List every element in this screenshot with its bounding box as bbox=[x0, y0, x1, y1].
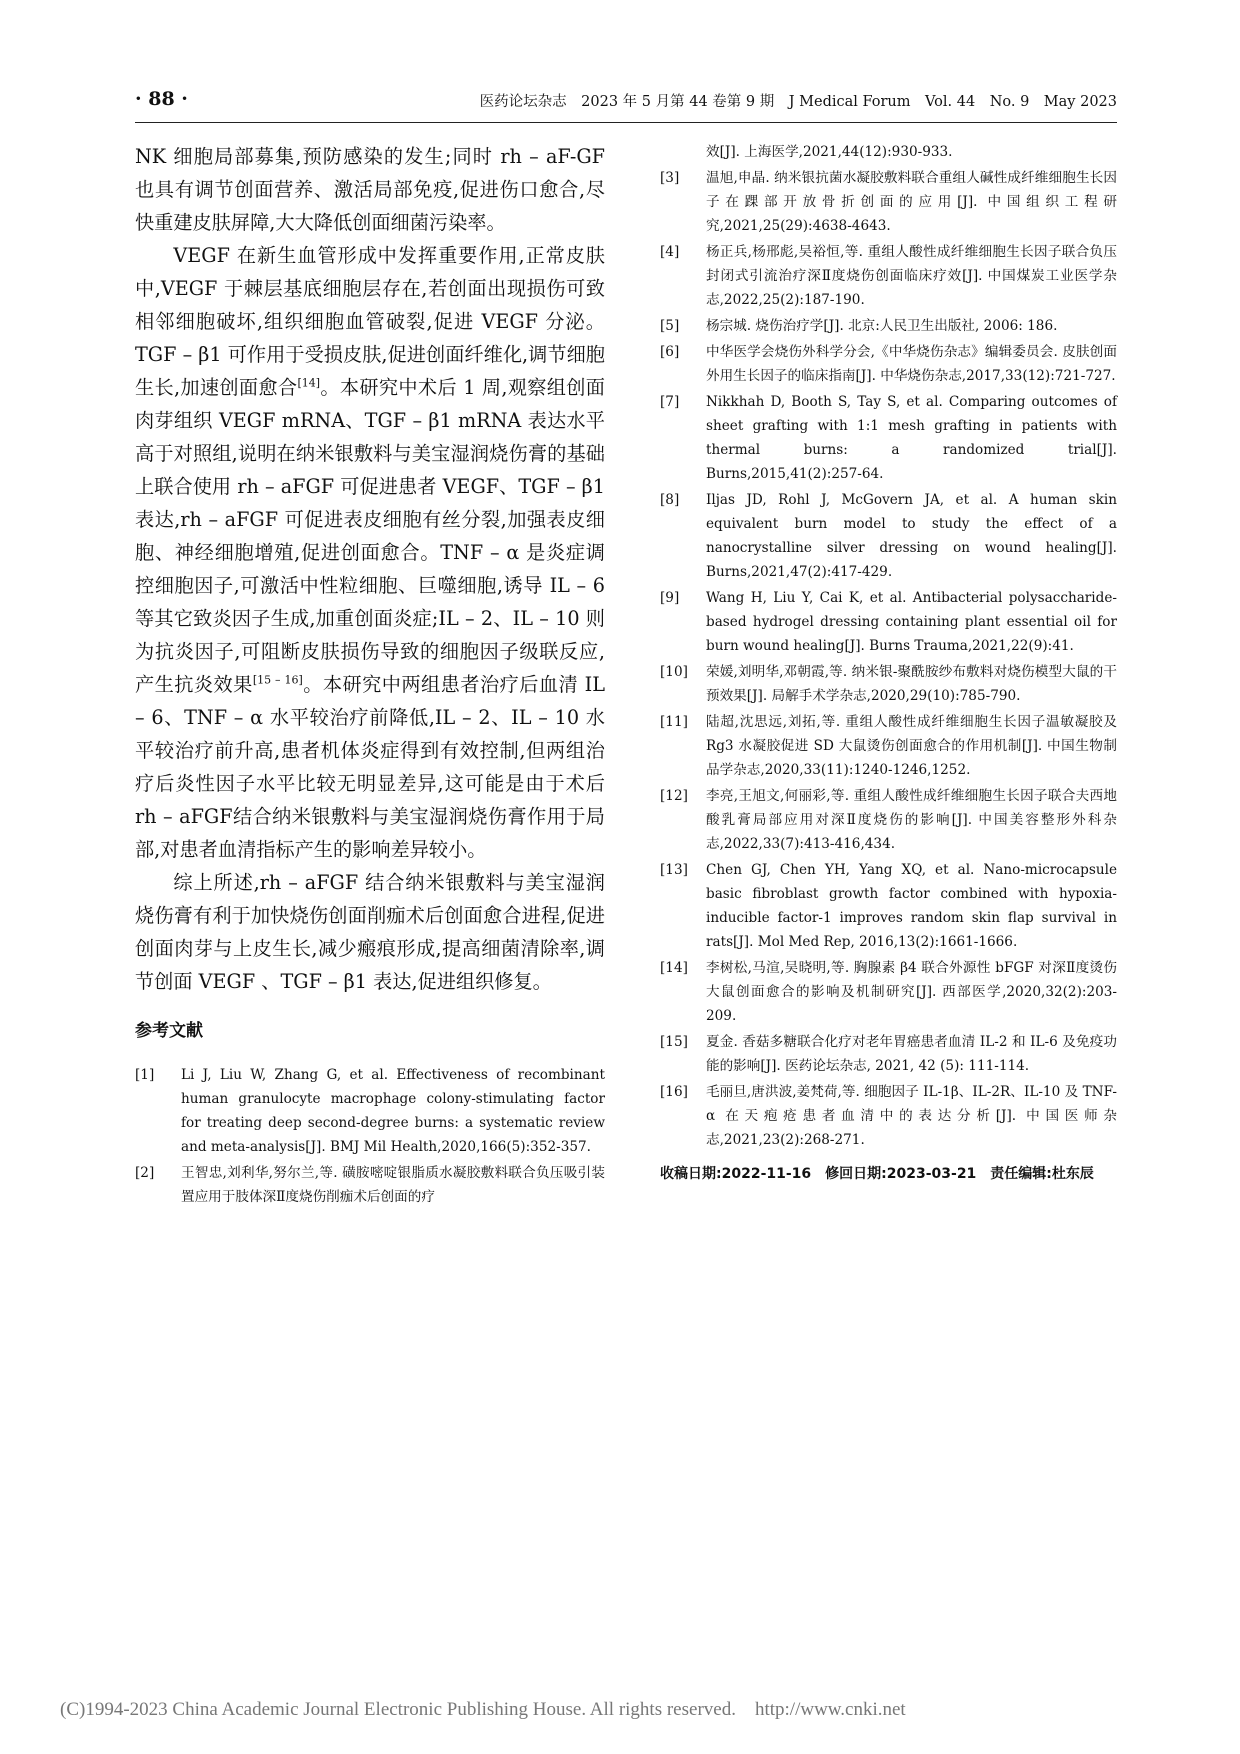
reference-item bbox=[660, 314, 1117, 338]
reference-text: 杨宗城. 烧伤治疗学[J]. 北京:人民卫生出版社, 2006: 186. bbox=[706, 318, 1058, 334]
reference-item bbox=[660, 390, 1117, 486]
citation-15-16[interactable]: [15 – 16] bbox=[252, 673, 303, 687]
page-header bbox=[135, 86, 1117, 116]
reference-number: [15] bbox=[660, 1034, 688, 1050]
header-rule bbox=[135, 122, 1117, 123]
reference-item bbox=[660, 660, 1117, 708]
body-text-span: 。本研究中术后 1 周,观察组创面肉芽组织 VEGF mRNA、TGF – β1 mRNA 表达水平高于对照组,说明在纳米银敷料与美宝湿润烧伤膏的基础上联合使用 rh – aFGF 可促进患者 VEGF、TGF – β1 表达,rh – aFGF 可促进表皮细胞有丝分裂,加强表皮细胞、神经细胞增殖,促进创面愈合。TNF – α 是炎症调控细胞因子,可激活中性粒细胞、巨噬细胞,诱导 IL – 6 等其它致炎因子生成,加重创面炎症;IL – 2、IL – 10 则为抗炎因子,可阻断皮肤损伤导致的细胞因子级联反应,产生抗炎效果 bbox=[135, 376, 605, 696]
journal-info: 医药论坛杂志 2023 年 5 月第 44 卷第 9 期 J Medical Forum Vol. 44 No. 9 May 2023 bbox=[479, 94, 1117, 110]
reference-number: [7] bbox=[660, 394, 680, 410]
reference-item bbox=[660, 488, 1117, 584]
reference-text: 李树松,马渲,吴晓明,等. 胸腺素 β4 联合外源性 bFGF 对深Ⅱ度烫伤大鼠创面愈合的影响及机制研究[J]. 西部医学,2020,32(2):203-209. bbox=[706, 960, 1117, 1024]
reference-number: [2] bbox=[135, 1165, 155, 1181]
reference-number: [14] bbox=[660, 960, 688, 976]
reference-number: [3] bbox=[660, 170, 680, 186]
page-number: · 88 · bbox=[135, 88, 188, 110]
left-column bbox=[135, 140, 605, 1211]
reference-number: [9] bbox=[660, 590, 680, 606]
body-paragraph-3: 综上所述,rh – aFGF 结合纳米银敷料与美宝湿润烧伤膏有利于加快烧伤创面削痂术后创面愈合进程,促进创面肉芽与上皮生长,减少瘢痕形成,提高细菌清除率,调节创面 VEGF 、TGF – β1 表达,促进组织修复。 bbox=[135, 871, 605, 993]
reference-text: 毛丽旦,唐洪波,姜梵荷,等. 细胞因子 IL-1β、IL-2R、IL-10 及 TNF-α 在天疱疮患者血清中的表达分析[J]. 中国医师杂志,2021,23(2):268-271. bbox=[706, 1084, 1117, 1148]
reference-item bbox=[660, 1080, 1117, 1152]
reference-continuation: 效[J]. 上海医学,2021,44(12):930-933. bbox=[706, 144, 953, 160]
reference-item bbox=[660, 1030, 1117, 1078]
reference-item bbox=[135, 1161, 605, 1209]
body-text-span: 。本研究中两组患者治疗后血清 IL – 6、TNF – α 水平较治疗前降低,IL – 2、IL – 10 水平较治疗前升高,患者机体炎症得到有效控制,但两组治疗后炎性因子水平比较无明显差异,这可能是由于术后 rh – aFGF结合纳米银敷料与美宝湿润烧伤膏作用于局部,对患者血清指标产生的影响差异较小。 bbox=[135, 673, 605, 861]
reference-number: [10] bbox=[660, 664, 688, 680]
reference-text: Iljas JD, Rohl J, McGovern JA, et al. A human skin equivalent burn model to study the effect of a nanocrystalline silver dressing on wound healing[J]. Burns,2021,47(2):417-429. bbox=[706, 492, 1117, 580]
reference-text: Nikkhah D, Booth S, Tay S, et al. Comparing outcomes of sheet grafting with 1:1 mesh grafting in patients with thermal burns: a randomized trial[J]. Burns,2015,41(2):257-64. bbox=[706, 394, 1117, 482]
reference-text: 王智忠,刘利华,努尔兰,等. 磺胺嘧啶银脂质水凝胶敷料联合负压吸引装置应用于肢体深Ⅱ度烧伤削痂术后创面的疗 bbox=[181, 1165, 605, 1205]
reference-item bbox=[660, 858, 1117, 954]
reference-number: [8] bbox=[660, 492, 680, 508]
reference-text: 杨正兵,杨邢彪,吴裕恒,等. 重组人酸性成纤维细胞生长因子联合负压封闭式引流治疗深Ⅱ度烧伤创面临床疗效[J]. 中国煤炭工业医学杂志,2022,25(2):187-190. bbox=[706, 244, 1117, 308]
references-heading: 参考文献 bbox=[135, 1021, 203, 1041]
reference-item bbox=[660, 586, 1117, 658]
reference-item bbox=[660, 784, 1117, 856]
reference-number: [4] bbox=[660, 244, 680, 260]
reference-text: 李亮,王旭文,何丽彩,等. 重组人酸性成纤维细胞生长因子联合夫西地酸乳膏局部应用对深Ⅱ度烧伤的影响[J]. 中国美容整形外科杂志,2022,33(7):413-416,434. bbox=[706, 788, 1117, 852]
reference-item bbox=[660, 240, 1117, 312]
reference-item bbox=[660, 956, 1117, 1028]
reference-text: 夏金. 香菇多糖联合化疗对老年胃癌患者血清 IL-2 和 IL-6 及免疫功能的影响[J]. 医药论坛杂志, 2021, 42 (5): 111-114. bbox=[706, 1034, 1117, 1074]
reference-text: Wang H, Liu Y, Cai K, et al. Antibacterial polysaccharide-based hydrogel dressing containing plant essential oil for burn wound healing[J]. Burns Trauma,2021,22(9):41. bbox=[706, 590, 1117, 654]
reference-item bbox=[660, 166, 1117, 238]
copyright-notice: (C)1994-2023 China Academic Journal Electronic Publishing House. All rights reserved. http://www.cnki.net bbox=[60, 1699, 906, 1720]
reference-item bbox=[660, 710, 1117, 782]
reference-number: [12] bbox=[660, 788, 688, 804]
reference-item bbox=[135, 1063, 605, 1159]
reference-text: 中华医学会烧伤外科学分会,《中华烧伤杂志》编辑委员会. 皮肤创面外用生长因子的临床指南[J]. 中华烧伤杂志,2017,33(12):721-727. bbox=[706, 344, 1117, 384]
reference-text: 陆超,沈思远,刘拓,等. 重组人酸性成纤维细胞生长因子温敏凝胶及 Rg3 水凝胶促进 SD 大鼠烫伤创面愈合的作用机制[J]. 中国生物制品学杂志,2020,33(11):1240-1246,1252. bbox=[706, 714, 1117, 778]
submission-dates: 收稿日期:2022-11-16 修回日期:2023-03-21 责任编辑:杜东辰 bbox=[660, 1166, 1094, 1182]
citation-14[interactable]: [14] bbox=[297, 376, 321, 390]
right-column bbox=[660, 140, 1117, 1186]
reference-number: [6] bbox=[660, 344, 680, 360]
reference-text: 温旭,申晶. 纳米银抗菌水凝胶敷料联合重组人碱性成纤维细胞生长因子在踝部开放骨折创面的应用[J]. 中国组织工程研究,2021,25(29):4638-4643. bbox=[706, 170, 1117, 234]
reference-text: Li J, Liu W, Zhang G, et al. Effectiveness of recombinant human granulocyte macrophage colony-stimulating factor for treating deep second-degree burns: a systematic review and meta-analysis[J]. BMJ Mil Health,2020,166(5):352-357. bbox=[181, 1067, 605, 1155]
reference-number: [13] bbox=[660, 862, 688, 878]
reference-number: [16] bbox=[660, 1084, 688, 1100]
reference-number: [5] bbox=[660, 318, 680, 334]
body-text-span: VEGF 在新生血管形成中发挥重要作用,正常皮肤中,VEGF 于棘层基底细胞层存在,若创面出现损伤可致相邻细胞破坏,组织细胞血管破裂,促进 VEGF 分泌。TGF – β1 可作用于受损皮肤,促进创面纤维化,调节细胞生长,加速创面愈合 bbox=[135, 244, 605, 399]
body-paragraph-1: NK 细胞局部募集,预防感染的发生;同时 rh – aF-GF 也具有调节创面营养、激活局部免疫,促进伤口愈合,尽快重建皮肤屏障,大大降低创面细菌污染率。 bbox=[135, 145, 605, 234]
reference-text: Chen GJ, Chen YH, Yang XQ, et al. Nano-microcapsule basic fibroblast growth factor combined with hypoxia-inducible factor-1 improves random skin flap survival in rats[J]. Mol Med Rep, 2016,13(2):1661-1666. bbox=[706, 862, 1117, 950]
reference-number: [1] bbox=[135, 1067, 155, 1083]
reference-text: 荣媛,刘明华,邓朝霞,等. 纳米银-聚酰胺纱布敷料对烧伤模型大鼠的干预效果[J]. 局解手术学杂志,2020,29(10):785-790. bbox=[706, 664, 1117, 704]
reference-item bbox=[660, 340, 1117, 388]
reference-number: [11] bbox=[660, 714, 688, 730]
body-paragraph-2 bbox=[135, 239, 605, 866]
